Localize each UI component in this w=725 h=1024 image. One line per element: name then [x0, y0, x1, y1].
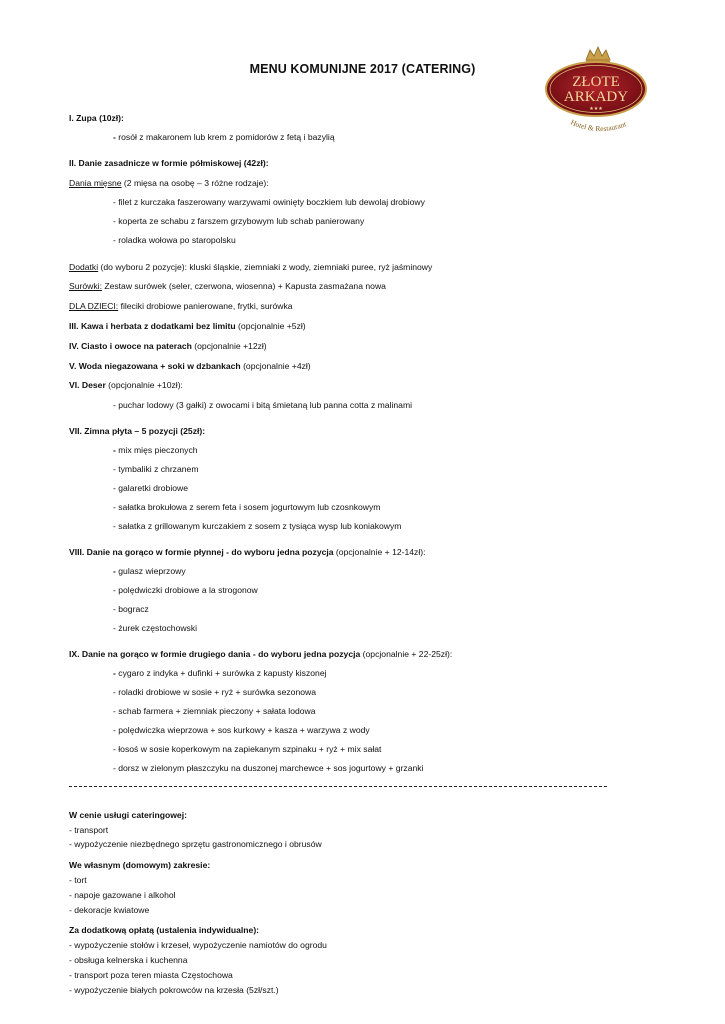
- section-coffee: III. Kawa i herbata z dodatkami bez limitu (opcjonalnie +5zł): [69, 321, 306, 331]
- list-item: - tymbaliki z chrzanem: [113, 464, 199, 474]
- list-item: - galaretki drobiowe: [113, 483, 188, 493]
- list-item: - gulasz wieprzowy: [113, 566, 186, 576]
- list-item: - wypożyczenie białych pokrowców na krzesła (5zł/szt.): [69, 985, 279, 995]
- list-item: - polędwiczka wieprzowa + sos kurkowy + kasza + warzywa z wody: [113, 725, 370, 735]
- list-item: - schab farmera + ziemniak pieczony + sałata lodowa: [113, 706, 316, 716]
- list-item: - bogracz: [113, 604, 149, 614]
- dashed-divider: [69, 786, 607, 787]
- logo-stars: ★★★: [589, 106, 603, 112]
- section-cake: IV. Ciasto i owoce na paterach (opcjonalnie +12zł): [69, 341, 267, 351]
- salads-line: Surówki: Zestaw surówek (seler, czerwona, wiosenna) + Kapusta zasmażana nowa: [69, 281, 386, 291]
- section-cold-plate-heading: VII. Zimna płyta – 5 pozycji (25zł):: [69, 426, 206, 436]
- logo-line1: ZŁOTE: [572, 74, 620, 90]
- own-scope-heading: We własnym (domowym) zakresie:: [69, 860, 211, 870]
- list-item: - obsługa kelnerska i kuchenna: [69, 955, 188, 965]
- list-item: - polędwiczki drobiowe a la strogonow: [113, 585, 258, 595]
- section-soup-hot-heading: VIII. Danie na gorąco w formie płynnej - do wyboru jedna pozycja (opcjonalnie + 12-14zł):: [69, 547, 426, 557]
- list-item: - wypożyczenie stołów i krzeseł, wypożyczenie namiotów do ogrodu: [69, 940, 327, 950]
- list-item: - mix mięs pieczonych: [113, 445, 198, 455]
- list-item: - dekoracje kwiatowe: [69, 905, 150, 915]
- list-item: - filet z kurczaka faszerowany warzywami owinięty boczkiem lub dewolaj drobiowy: [113, 197, 425, 207]
- section-dessert: VI. Deser (opcjonalnie +10zł):: [69, 380, 183, 390]
- crown-icon: [586, 47, 610, 63]
- list-item: - sałatka brokułowa z serem feta i sosem jogurtowym lub czosnkowym: [113, 502, 381, 512]
- list-item: - transport poza teren miasta Częstochowa: [69, 970, 233, 980]
- logo-line2: ARKADY: [563, 89, 629, 105]
- list-item: - dorsz w zielonym płaszczyku na duszonej marchewce + sos jogurtowy + grzanki: [113, 763, 424, 773]
- section-drinks: V. Woda niegazowana + soki w dzbankach (opcjonalnie +4zł): [69, 361, 311, 371]
- list-item: - roladka wołowa po staropolsku: [113, 235, 236, 245]
- list-item: - rosół z makaronem lub krem z pomidorów z fetą i bazylią: [113, 132, 335, 142]
- extra-fee-heading: Za dodatkową opłatą (ustalenia indywidualne):: [69, 925, 260, 935]
- section-main-heading: II. Danie zasadnicze w formie półmiskowej (42zł):: [69, 158, 269, 168]
- list-item: - cygaro z indyka + dufinki + surówka z kapusty kiszonej: [113, 668, 327, 678]
- kids-line: DLA DZIECI: fileciki drobiowe panierowane, frytki, surówka: [69, 301, 293, 311]
- list-item: - wypożyczenie niezbędnego sprzętu gastronomicznego i obrusów: [69, 839, 322, 849]
- logo-subtitle: Hotel & Restaurant: [569, 117, 628, 134]
- list-item: - transport: [69, 825, 109, 835]
- page-title: MENU KOMUNIJNE 2017 (CATERING): [249, 62, 476, 76]
- list-item: - żurek częstochowski: [113, 623, 198, 633]
- list-item: - koperta ze schabu z farszem grzybowym lub schab panierowany: [113, 216, 365, 226]
- zlote-arkady-logo: [538, 44, 658, 136]
- list-item: - puchar lodowy (3 gałki) z owocami i bitą śmietaną lub panna cotta z malinami: [113, 400, 413, 410]
- list-item: - sałatka z grillowanym kurczakiem z sosem z tysiąca wysp lub koniakowym: [113, 521, 402, 531]
- section-soup-heading: I. Zupa (10zł):: [69, 113, 124, 123]
- sides-line: Dodatki (do wyboru 2 pozycje): kluski śląskie, ziemniaki z wody, ziemniaki puree, ryż jaśminowy: [69, 262, 433, 272]
- included-heading: W cenie usługi cateringowej:: [69, 810, 187, 820]
- list-item: - tort: [69, 875, 87, 885]
- list-item: - roladki drobiowe w sosie + ryż + surówka sezonowa: [113, 687, 316, 697]
- section-second-course-heading: IX. Danie na gorąco w formie drugiego dania - do wyboru jedna pozycja (opcjonalnie + 22-25zł):: [69, 649, 453, 659]
- meat-dishes-line: Dania mięsne (2 mięsa na osobę – 3 różne rodzaje):: [69, 178, 269, 188]
- list-item: - napoje gazowane i alkohol: [69, 890, 176, 900]
- list-item: - łosoś w sosie koperkowym na zapiekanym szpinaku + ryż + mix sałat: [113, 744, 382, 754]
